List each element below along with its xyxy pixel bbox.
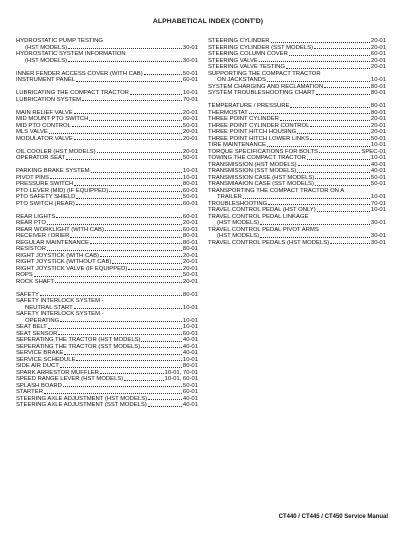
index-entry-page: 20-01 bbox=[182, 135, 198, 142]
index-entry-title: SPLASH BOARD bbox=[16, 382, 62, 389]
dot-leader bbox=[267, 142, 370, 147]
index-entry-page: 20-01 bbox=[370, 38, 386, 44]
index-entry-title: TEMPERATURE / PRESSURE bbox=[208, 103, 290, 109]
index-entry-page: 10-01 bbox=[182, 356, 198, 363]
dot-leader bbox=[260, 233, 370, 238]
index-entry-page: SPEC-01 bbox=[361, 148, 386, 155]
index-entry-page: 10-01, 70-01 bbox=[164, 369, 198, 376]
index-entry-title: SUPPORTING THE COMPACT TRACTOR bbox=[208, 70, 321, 77]
index-entry-page: 20-01 bbox=[370, 129, 386, 135]
dot-leader bbox=[290, 103, 370, 108]
dot-leader bbox=[76, 77, 182, 82]
index-entry-title: RIGHT JOYSTICK (WITHOUT CAB) bbox=[16, 259, 112, 265]
index-entry-title: MID PTO CONTROL bbox=[16, 122, 71, 129]
index-entry-page: 70-01 bbox=[182, 96, 198, 103]
dot-leader bbox=[268, 201, 370, 206]
dot-leader bbox=[109, 188, 182, 193]
index-column-right bbox=[208, 38, 386, 246]
index-entry-page: 10-01 bbox=[182, 317, 198, 324]
dot-leader bbox=[310, 123, 370, 128]
index-entry-page: 20-01 bbox=[182, 259, 198, 265]
dot-leader bbox=[267, 77, 370, 82]
index-entry-title: SYSTEM TROUBLESHOOTING CHART bbox=[208, 90, 315, 96]
dot-leader bbox=[148, 396, 182, 401]
dot-leader bbox=[97, 149, 182, 154]
dot-leader bbox=[148, 402, 182, 407]
index-entry-page: 80-01 bbox=[182, 181, 198, 187]
index-entry-page: 60-01 bbox=[182, 200, 198, 207]
index-entry-page: 80-01 bbox=[370, 109, 386, 116]
index-entry-title: STEERING AXLE ADJUSTMENT (SST MODELS) bbox=[16, 402, 147, 408]
index-entry-title: STEERING CYLINDER bbox=[208, 38, 270, 44]
index-entry-page: 60-01 bbox=[370, 51, 386, 57]
dot-leader bbox=[259, 58, 370, 63]
index-entry-page: 20-01 bbox=[182, 252, 198, 259]
index-entry-title: THREE POINT HITCH HOUSING bbox=[208, 129, 297, 135]
index-entry-page: 10-01 bbox=[182, 324, 198, 330]
index-entry-title: HYDROSTATIC SYSTEM INFORMATION bbox=[16, 51, 126, 57]
dot-leader bbox=[76, 201, 182, 206]
index-entry-title: INSTRUMENT PANEL bbox=[16, 77, 76, 83]
index-entry-title: RECEIVER / DRIER bbox=[16, 233, 70, 239]
index-entry-page: 80-01 bbox=[370, 90, 386, 96]
index-entry-title: TRANSMIAAION CASE (SST MODELS) bbox=[208, 181, 314, 187]
dot-leader bbox=[112, 259, 182, 264]
dot-leader bbox=[260, 220, 370, 225]
index-entry-page: 10-01 bbox=[370, 207, 386, 213]
dot-leader bbox=[40, 292, 182, 297]
index-entry-page: 40-01 bbox=[370, 161, 386, 168]
dot-leader bbox=[72, 123, 182, 128]
index-entry-page: 10-01 bbox=[370, 194, 386, 200]
index-entry-page: 60-01 bbox=[182, 187, 198, 194]
index-entry-page: 80-01 bbox=[370, 103, 386, 109]
dot-leader bbox=[82, 97, 182, 102]
index-entry-title: SAFETY INTERLOCK SYSTEM - bbox=[16, 298, 104, 304]
index-entry-page: 30-01 bbox=[182, 44, 198, 51]
dot-leader bbox=[249, 110, 370, 115]
index-entry-title: SAFETY bbox=[16, 291, 39, 298]
index-entry-title: LUBRICATION SYSTEM bbox=[16, 96, 82, 103]
index-entry-title: REAR LIGHTS bbox=[16, 213, 56, 220]
index-entry-page: 20-01 bbox=[370, 64, 386, 70]
index-entry-title: TIRE MAINTENANCE bbox=[208, 142, 266, 148]
index-entry-title: SPEED RANGE LEVER (HST MODELS) bbox=[16, 376, 124, 382]
dot-leader bbox=[314, 45, 370, 50]
index-entry-page: 50-01 bbox=[370, 135, 386, 142]
index-entry-title: OIL COOLER (HST MODELS) bbox=[16, 148, 96, 155]
index-entry-page: 20-01 bbox=[182, 278, 198, 285]
index-entry-page: 20-01 bbox=[370, 116, 386, 122]
index-entry-title: PIVOT PINS bbox=[16, 174, 49, 181]
index-entry-title: TROUBLESHOOTING bbox=[208, 200, 268, 207]
index-entry-page: 20-01 bbox=[182, 148, 198, 155]
index-entry-page: 10-01 bbox=[370, 77, 386, 83]
index-entry-title: PTO SAFETY SHIELD bbox=[16, 194, 76, 200]
dot-leader bbox=[47, 220, 182, 225]
dot-leader bbox=[297, 168, 370, 173]
index-entry-title: TRANSPORTING THE COMPACT TRACTOR ON A bbox=[208, 187, 345, 194]
dot-leader bbox=[63, 383, 182, 388]
index-entry bbox=[16, 402, 198, 409]
dot-leader bbox=[60, 363, 182, 368]
index-entry-page: 60-01 bbox=[182, 389, 198, 395]
dot-leader bbox=[271, 38, 370, 43]
dot-leader bbox=[330, 240, 370, 245]
index-entry-page: 20-01 bbox=[370, 44, 386, 51]
dot-leader bbox=[76, 357, 181, 362]
dot-leader bbox=[130, 90, 182, 95]
index-entry-title: (HST MODELS) bbox=[217, 233, 260, 239]
dot-leader bbox=[141, 337, 181, 342]
index-entry-page: 50-01 bbox=[182, 272, 198, 278]
dot-leader bbox=[90, 240, 182, 245]
dot-leader bbox=[141, 344, 182, 349]
index-entry-page: 30-01 bbox=[182, 57, 198, 64]
index-entry-title: SEAT BELT bbox=[16, 324, 47, 330]
index-entry-title: TRAVEL CONTROL PEDAL PIVOT ARMS bbox=[208, 226, 319, 233]
dot-leader bbox=[280, 116, 370, 121]
dot-leader bbox=[49, 129, 182, 134]
index-entry-title: TRAILER bbox=[217, 194, 242, 200]
index-entry-title: SEPERATING THE TRACTOR (HST MODELS) bbox=[16, 337, 141, 343]
index-entry-title: SERVICE SCHEDULE bbox=[16, 356, 76, 363]
dot-leader bbox=[286, 64, 370, 69]
dot-leader bbox=[89, 116, 181, 121]
index-entry-page: 10-01 bbox=[182, 174, 198, 181]
dot-leader bbox=[74, 181, 182, 186]
index-entry-page: 10-01 bbox=[370, 155, 386, 161]
index-entry-title: THREE POINT CYLINDER CONTROL bbox=[208, 122, 310, 129]
dot-leader bbox=[297, 129, 370, 134]
dot-leader bbox=[68, 45, 182, 50]
index-entry-page: 10-01 bbox=[182, 168, 198, 174]
index-entry-title: SYSTEM CHARGING AND RECLAMATION bbox=[208, 83, 324, 90]
index-entry-title: SPARK ARRESTOR MUFFLER bbox=[16, 369, 99, 376]
index-entry-title: SAFETY INTERLOCK SYSTEM - bbox=[16, 311, 104, 317]
index-entry-page: 10-01 bbox=[182, 304, 198, 311]
dot-leader bbox=[315, 175, 370, 180]
index-entry-title: NEUTRAL START bbox=[25, 304, 73, 311]
index-column-left bbox=[16, 38, 198, 409]
dot-leader bbox=[44, 389, 182, 394]
index-entry-title: STEERING VALVE bbox=[208, 57, 258, 64]
dot-leader bbox=[144, 71, 182, 76]
index-entry-page: 40-01 bbox=[182, 337, 198, 343]
index-entry-title: REGULAR MAINTENANCE bbox=[16, 239, 89, 246]
index-entry-title: HYDROSTATIC PUMP TESTING bbox=[16, 38, 103, 44]
index-entry bbox=[208, 240, 386, 247]
dot-leader bbox=[91, 168, 182, 173]
dot-leader bbox=[100, 253, 182, 258]
dot-leader bbox=[105, 227, 182, 232]
index-entry-title: THERMOSTAT bbox=[208, 109, 248, 116]
dot-leader bbox=[66, 155, 182, 160]
index-entry-page: 60-01 bbox=[182, 213, 198, 220]
dot-leader bbox=[68, 58, 182, 63]
dot-leader bbox=[74, 110, 182, 115]
index-entry-page: 40-01 bbox=[182, 402, 198, 408]
index-entry-title: TORQUE SPECIFICATIONS FOR BOLTS bbox=[208, 148, 318, 155]
index-entry-title: PARKING BRAKE SYSTEM bbox=[16, 168, 90, 174]
index-entry-title: MID MOUNT PTO SWITCH bbox=[16, 116, 89, 122]
index-entry-title: PTO SWITCH (REAR) bbox=[16, 200, 75, 207]
dot-leader bbox=[100, 370, 164, 375]
page-title: ALPHABETICAL INDEX (CONT'D) bbox=[152, 18, 264, 25]
index-entry-title: SEAT SENSOR bbox=[16, 330, 58, 337]
index-entry-page: 50-01 bbox=[182, 194, 198, 200]
dot-leader bbox=[60, 318, 182, 323]
manual-footer: CT440 / CT445 / CT450 Service Manual bbox=[278, 514, 388, 520]
dot-leader bbox=[50, 175, 182, 180]
index-entry-page: 60-01 bbox=[182, 116, 198, 122]
index-entry-page: 60-01 bbox=[182, 330, 198, 337]
dot-leader bbox=[298, 162, 370, 167]
dot-leader bbox=[316, 90, 370, 95]
index-entry-page: 80-01 bbox=[182, 233, 198, 239]
index-entry-title: STEERING VALVE TESTING bbox=[208, 64, 285, 70]
index-entry-page: 10-01 bbox=[370, 142, 386, 148]
dot-leader bbox=[319, 149, 360, 154]
dot-leader bbox=[74, 305, 182, 310]
index-entry-title: THREE POINT HITCH LOWER LINKS bbox=[208, 135, 310, 142]
index-entry-page: 10-01, 60-01 bbox=[164, 376, 198, 382]
dot-leader bbox=[124, 376, 163, 381]
index-entry-title: REAR PTO bbox=[16, 220, 47, 226]
dot-leader bbox=[56, 214, 182, 219]
index-entry-page: 20-01 bbox=[370, 122, 386, 129]
index-entry-title: (HST MODELS) bbox=[25, 57, 68, 64]
index-entry-page: 80-01 bbox=[182, 363, 198, 369]
index-entry-title: OPERATING bbox=[25, 317, 60, 324]
index-entry-page: 40-01 bbox=[370, 168, 386, 174]
index-entry-page: 50-01 bbox=[370, 181, 386, 187]
dot-leader bbox=[34, 272, 182, 277]
index-entry-title: RIGHT JOYSTICK VALVE (IF EQUIPPED) bbox=[16, 265, 128, 272]
dot-leader bbox=[47, 246, 182, 251]
index-entry-page: 50-01 bbox=[182, 382, 198, 389]
index-entry-title: TRANSMISSION (SST MODELS) bbox=[208, 168, 297, 174]
index-entry-title: RESISTOR bbox=[16, 246, 47, 252]
index-entry-title: STEERING CYLINDER (SST MODELS) bbox=[208, 44, 313, 51]
index-entry-title: TOWING THE COMPACT TRACTOR bbox=[208, 155, 306, 161]
index-entry-page: 30-01 bbox=[370, 220, 386, 226]
index-entry-title: THREE POINT CYLINDER bbox=[208, 116, 279, 122]
dot-leader bbox=[315, 181, 370, 186]
index-entry-page: 50-01 bbox=[182, 70, 198, 77]
index-entry-page: 60-01 bbox=[182, 77, 198, 83]
index-entry-page: 40-01 bbox=[182, 343, 198, 350]
dot-leader bbox=[48, 324, 182, 329]
index-entry-page: 30-01 bbox=[370, 239, 386, 246]
index-entry-title: OPERATOR SEAT bbox=[16, 155, 66, 161]
dot-leader bbox=[289, 51, 370, 56]
index-entry-page: 80-01 bbox=[182, 239, 198, 246]
index-entry-title: RIGHT JOYSTICK (WITH CAB) bbox=[16, 252, 100, 259]
index-entry-page: 80-01 bbox=[182, 291, 198, 298]
index-entry-title: STARTER bbox=[16, 389, 43, 395]
index-entry-page: 20-01 bbox=[370, 57, 386, 64]
index-entry-title: TRAVEL CONTROL PEDAL (HST ONLY) bbox=[208, 207, 316, 213]
index-entry-page: 50-01 bbox=[182, 155, 198, 161]
index-entry-title: PTO LEVER (MID) (IF EQUIPPED) bbox=[16, 187, 109, 194]
dot-leader bbox=[317, 207, 370, 212]
index-entry-page: 30-01 bbox=[370, 233, 386, 239]
dot-leader bbox=[64, 350, 182, 355]
index-entry-title: SIDE AIR DUCT bbox=[16, 363, 59, 369]
dot-leader bbox=[243, 194, 370, 199]
index-entry-title: MLS VALVE bbox=[16, 129, 48, 135]
index-entry-title: STEERING AXLE ADJUSTMENT (HST MODELS) bbox=[16, 395, 148, 402]
dot-leader bbox=[70, 233, 182, 238]
dot-leader bbox=[58, 331, 182, 336]
index-entry-page: 80-01 bbox=[370, 83, 386, 90]
index-entry-page: 60-01 bbox=[182, 226, 198, 233]
index-entry-title: ROPS bbox=[16, 272, 33, 278]
dot-leader bbox=[310, 136, 370, 141]
index-entry-title: TRAVEL CONTROL PEDALS (HST MODELS) bbox=[208, 239, 330, 246]
index-entry-page: 20-01 bbox=[182, 265, 198, 272]
dot-leader bbox=[307, 155, 370, 160]
index-entry-title: STEERING COLUMN COVER bbox=[208, 51, 288, 57]
index-entry-page: 10-01 bbox=[182, 90, 198, 96]
index-entry-page: 40-01 bbox=[182, 395, 198, 402]
index-entry-page: 80-01 bbox=[182, 246, 198, 252]
index-entry-title: REAR WORKLIGHT (WITH CAB) bbox=[16, 226, 104, 233]
index-entry-page: 50-01 bbox=[370, 174, 386, 181]
index-entry-page: 20-01 bbox=[182, 109, 198, 116]
index-entry-title: ON JACKSTANDS bbox=[217, 77, 266, 83]
index-entry-page: 70-01 bbox=[370, 200, 386, 207]
index-entry-title: TRAVEL CONTROL PEDAL LINKAGE bbox=[208, 213, 309, 220]
index-entry-title: SEPERATING THE TRACTOR (SST MODELS) bbox=[16, 343, 141, 350]
dot-leader bbox=[128, 266, 182, 271]
index-entry-title: TRANSMISSION CASE (HST MODELS) bbox=[208, 174, 315, 181]
index-entry-title: TRANSMISSION (HST MODELS) bbox=[208, 161, 297, 168]
index-entry-title: (HST MODELS) bbox=[25, 44, 68, 51]
index-entry-title: (HST MODELS) bbox=[217, 220, 260, 226]
index-entry-title: SERVICE BRAKE bbox=[16, 350, 64, 356]
dot-leader bbox=[324, 84, 370, 89]
index-entry-title: MODULATOR VALVE bbox=[16, 135, 73, 142]
index-entry-title: ROCK SHAFT bbox=[16, 278, 54, 285]
index-entry-title: PRESSURE SWITCH bbox=[16, 181, 74, 187]
index-entry-title: LUBRICATING THE COMPACT TRACTOR bbox=[16, 90, 129, 96]
dot-leader bbox=[74, 136, 182, 141]
dot-leader bbox=[55, 279, 182, 284]
index-entry-page: 50-01 bbox=[182, 122, 198, 129]
dot-leader bbox=[76, 194, 182, 199]
index-entry-page: 20-01 bbox=[182, 220, 198, 226]
index-entry-page: 40-01 bbox=[182, 350, 198, 356]
index-entry-title: MAIN RELIEF VALVE bbox=[16, 109, 73, 116]
index-entry-title: INNER FENDER ACCESS COVER (WITH CAB) bbox=[16, 70, 143, 77]
index-entry-page: 20-01 bbox=[182, 129, 198, 135]
